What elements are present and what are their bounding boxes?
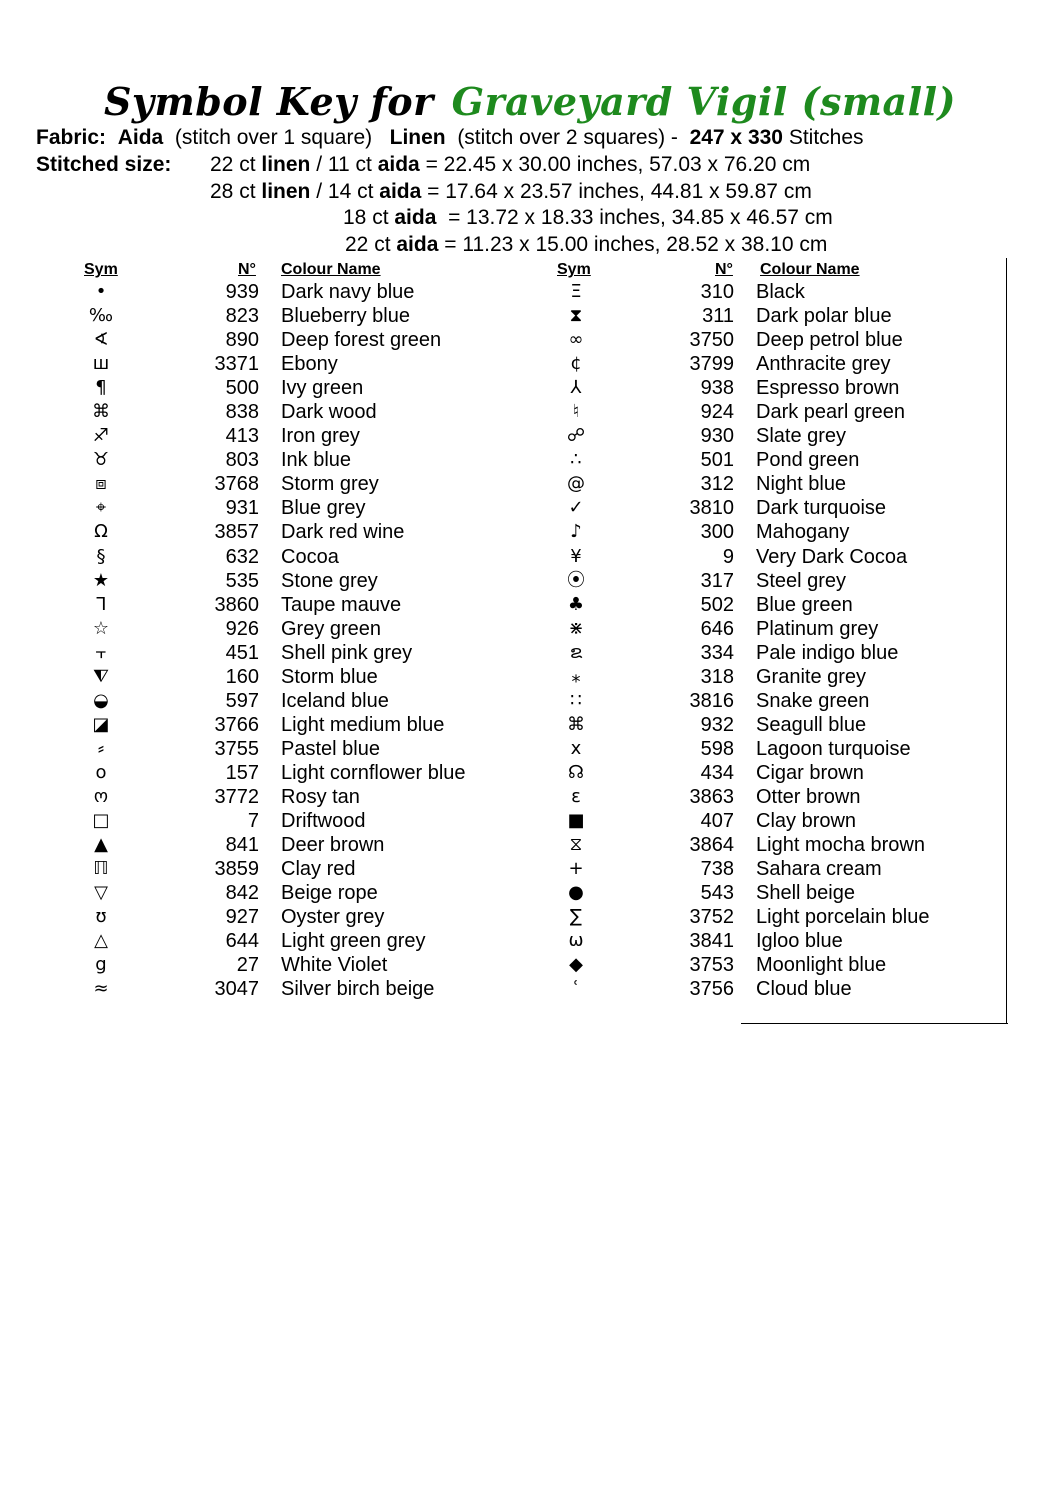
symbol-icon: o <box>95 761 107 783</box>
page-title <box>0 78 1060 126</box>
thread-number: 500 <box>225 377 259 400</box>
colour-name: Light cornflower blue <box>281 761 466 784</box>
colour-name: Steel grey <box>756 569 847 592</box>
thread-number: 310 <box>700 281 734 303</box>
colour-name: Clay red <box>281 858 356 881</box>
size-fabric: aida <box>396 233 439 256</box>
symbol-icon: Ξ <box>570 281 582 302</box>
thread-number: 3810 <box>689 497 734 520</box>
size-text: 22 ct <box>210 153 262 176</box>
symbol-icon: ω <box>568 930 584 952</box>
symbol-icon: ¶ <box>95 377 107 399</box>
symbol-icon: ⧖ <box>569 834 583 856</box>
thread-number: 3816 <box>689 689 734 712</box>
right-num-header: N° <box>715 261 733 278</box>
symbol-icon: ☆ <box>92 617 110 639</box>
colour-name: Pale indigo blue <box>756 641 899 664</box>
colour-name: Light medium blue <box>281 713 445 736</box>
symbol-icon: ♪ <box>570 521 582 543</box>
thread-number: 3864 <box>689 834 734 857</box>
thread-number: 598 <box>700 737 734 760</box>
colour-name: Dark red wine <box>281 521 405 544</box>
size-text: 22 ct <box>345 233 397 256</box>
size-line-2 <box>210 179 812 205</box>
thread-number: 3772 <box>214 785 259 808</box>
symbol-icon: ¢ <box>570 353 582 375</box>
colour-name: Pastel blue <box>281 737 380 760</box>
size-fabric: linen <box>261 180 311 203</box>
symbol-icon: ♮ <box>572 401 580 423</box>
symbol-icon: ☊ <box>568 761 584 783</box>
thread-number: 930 <box>700 425 734 448</box>
symbol-icon: ∑ <box>569 906 583 928</box>
size-dims: = 11.23 x 15.00 inches, 28.52 x 38.10 cm <box>438 233 828 256</box>
thread-number: 938 <box>700 377 734 400</box>
fabric-line <box>36 125 864 151</box>
thread-number: 927 <box>225 906 259 929</box>
colour-name: Deep petrol blue <box>756 329 903 352</box>
title-prefix: Symbol Key for <box>103 79 434 124</box>
stitch-count: 247 x 330 <box>689 126 783 149</box>
left-sym-header: Sym <box>84 261 118 278</box>
colour-name: Taupe mauve <box>281 593 402 616</box>
thread-number: 543 <box>700 882 734 905</box>
size-text: 28 ct <box>210 180 262 203</box>
right-sym-header: Sym <box>557 261 591 278</box>
symbol-icon: ✓ <box>568 497 584 519</box>
thread-number: 890 <box>225 329 259 352</box>
fabric-linen-note: (stitch over 2 squares) - <box>457 126 678 149</box>
symbol-icon: ⅄ <box>570 377 582 399</box>
symbol-icon: ℿ <box>93 858 109 880</box>
thread-number: 632 <box>225 545 259 568</box>
colour-name: Platinum grey <box>756 617 879 640</box>
colour-name: Deep forest green <box>281 329 442 352</box>
thread-number: 3047 <box>214 978 259 1001</box>
thread-number: 924 <box>700 401 734 424</box>
thread-number: 3753 <box>689 954 734 977</box>
colour-name: Shell pink grey <box>281 641 413 664</box>
symbol-icon: ⧨ <box>92 665 110 687</box>
symbol-icon: ⁎ <box>571 665 581 687</box>
thread-number: 644 <box>225 930 259 953</box>
thread-number: 841 <box>225 834 259 857</box>
symbol-icon: ★ <box>92 569 110 591</box>
thread-number: 3841 <box>689 930 734 953</box>
colour-name: Storm blue <box>281 665 378 688</box>
colour-name: Deer brown <box>281 834 385 857</box>
thread-number: 7 <box>247 810 259 833</box>
colour-name: Cigar brown <box>756 761 864 784</box>
thread-number: 3860 <box>214 593 259 616</box>
thread-number: 738 <box>700 858 734 881</box>
colour-name: Stone grey <box>281 569 378 592</box>
size-line-1 <box>210 152 810 178</box>
thread-number: 3768 <box>214 473 259 496</box>
size-line-3 <box>343 205 833 231</box>
thread-number: 842 <box>225 882 259 905</box>
left-num-header: N° <box>238 261 256 278</box>
thread-number: 3750 <box>689 329 734 352</box>
thread-number: 502 <box>700 593 734 616</box>
thread-number: 434 <box>700 761 734 784</box>
symbol-icon: ♉ <box>92 449 110 471</box>
colour-name: Silver birch beige <box>281 978 435 1001</box>
colour-name: Cloud blue <box>756 978 852 1001</box>
colour-name: Espresso brown <box>756 377 900 400</box>
symbol-icon: ⧗ <box>569 305 583 327</box>
symbol-icon: ᒣ <box>95 593 107 615</box>
colour-name: Dark turquoise <box>756 497 887 520</box>
colour-name: Blue grey <box>281 497 366 520</box>
fabric-label: Fabric: <box>36 126 107 149</box>
colour-name: Grey green <box>281 617 382 640</box>
fabric-aida-note: (stitch over 1 square) <box>174 126 373 149</box>
symbol-icon: ⧈ <box>95 473 107 495</box>
symbol-icon: ⌘ <box>92 401 110 423</box>
thread-number: 451 <box>225 641 259 664</box>
symbol-icon: ♣ <box>567 593 585 615</box>
colour-name: Light green grey <box>281 930 426 953</box>
size-text: / 11 ct <box>310 153 378 176</box>
symbol-icon: ◪ <box>92 713 110 735</box>
thread-number: 3752 <box>689 906 734 929</box>
symbol-icon: ◆ <box>569 954 583 976</box>
right-name-header: Colour Name <box>760 261 860 278</box>
symbol-icon: ⋇ <box>568 617 584 639</box>
thread-number: 3857 <box>214 521 259 544</box>
symbol-icon: + <box>568 858 584 880</box>
stitch-word: Stitches <box>788 126 864 149</box>
colour-name: Igloo blue <box>756 930 843 953</box>
symbol-icon: ∞ <box>568 329 584 351</box>
symbol-icon: ♐ <box>92 425 110 447</box>
symbol-icon: ш <box>92 353 110 375</box>
colour-name: Pond green <box>756 449 860 472</box>
colour-name: Dark pearl green <box>756 401 905 424</box>
thread-number: 597 <box>225 689 259 712</box>
symbol-icon: ☍ <box>566 425 586 447</box>
size-line-4 <box>345 232 827 258</box>
stitched-size-label: Stitched size: <box>36 153 172 176</box>
colour-name: Light porcelain blue <box>756 906 930 929</box>
symbol-icon: ʊ <box>95 906 107 928</box>
colour-name: Sahara cream <box>756 858 882 881</box>
symbol-icon: § <box>96 545 106 567</box>
thread-number: 160 <box>225 665 259 688</box>
thread-number: 3766 <box>214 713 259 736</box>
left-name-header: Colour Name <box>281 261 381 278</box>
thread-number: 300 <box>700 521 734 544</box>
thread-number: 939 <box>225 281 259 303</box>
thread-number: 3799 <box>689 353 734 376</box>
thread-number: 312 <box>700 473 734 496</box>
colour-name: Blueberry blue <box>281 305 410 328</box>
symbol-icon: ≈ <box>93 978 109 1000</box>
symbol-icon: ∢ <box>93 329 109 351</box>
colour-name: Storm grey <box>281 473 379 496</box>
symbol-icon: ⦿ <box>567 569 585 591</box>
symbol-icon: ■ <box>567 810 585 832</box>
colour-name: Slate grey <box>756 425 847 448</box>
symbol-icon: ▽ <box>94 882 108 904</box>
table-border-right <box>1006 258 1007 1024</box>
colour-name: Dark navy blue <box>281 281 415 303</box>
colour-name: Black <box>756 281 805 303</box>
colour-name: Moonlight blue <box>756 954 887 977</box>
colour-name: Dark polar blue <box>756 305 892 328</box>
symbol-icon: □ <box>92 810 110 832</box>
thread-number: 3371 <box>214 353 259 376</box>
colour-name: Snake green <box>756 689 870 712</box>
symbol-icon: ⌖ <box>95 497 107 519</box>
pattern-name: Graveyard Vigil (small) <box>451 79 957 124</box>
thread-number: 407 <box>700 810 734 833</box>
thread-number: 334 <box>700 641 734 664</box>
symbol-icon: ¥ <box>570 545 582 567</box>
thread-number: 501 <box>700 449 734 472</box>
thread-number: 3755 <box>214 737 259 760</box>
thread-number: 3859 <box>214 858 259 881</box>
colour-name: Ivy green <box>281 377 364 400</box>
symbol-icon: ʿ <box>573 978 579 1000</box>
thread-number: 803 <box>225 449 259 472</box>
colour-name: Iron grey <box>281 425 360 448</box>
symbol-icon: ◒ <box>93 689 109 711</box>
size-dims: = 13.72 x 18.33 inches, 34.85 x 46.57 cm <box>436 206 833 229</box>
colour-name: Granite grey <box>756 665 867 688</box>
colour-name: Blue green <box>756 593 853 616</box>
symbol-icon: ო <box>93 785 109 807</box>
symbol-icon: g <box>95 954 107 976</box>
thread-number: 27 <box>236 954 259 977</box>
colour-name: Iceland blue <box>281 689 389 712</box>
colour-name: Very Dark Cocoa <box>756 545 908 568</box>
colour-name: Shell beige <box>756 882 855 905</box>
symbol-icon: ∷ <box>570 689 582 711</box>
colour-name: Lagoon turquoise <box>756 737 911 760</box>
table-border-bottom <box>741 1023 1008 1024</box>
symbol-icon: ∴ <box>570 449 582 471</box>
thread-number: 926 <box>225 617 259 640</box>
symbol-icon: Ω <box>94 521 108 543</box>
thread-number: 535 <box>225 569 259 592</box>
size-text: 18 ct <box>343 206 395 229</box>
thread-number: 9 <box>722 545 734 568</box>
colour-name: Ink blue <box>281 449 352 472</box>
colour-name: Cocoa <box>281 545 339 568</box>
fabric-aida: Aida <box>117 126 164 149</box>
colour-name: Light mocha brown <box>756 834 925 857</box>
colour-name: Mahogany <box>756 521 850 544</box>
thread-number: 823 <box>225 305 259 328</box>
size-text: / 14 ct <box>310 180 380 203</box>
colour-name: Beige rope <box>281 882 378 905</box>
thread-number: 318 <box>700 665 734 688</box>
thread-number: 932 <box>700 713 734 736</box>
colour-name: Rosy tan <box>281 785 360 808</box>
symbol-icon: △ <box>94 930 108 952</box>
symbol-icon: ຂ <box>569 641 583 663</box>
thread-number: 3756 <box>689 978 734 1001</box>
thread-number: 931 <box>225 497 259 520</box>
colour-name: Dark wood <box>281 401 377 424</box>
thread-number: 413 <box>225 425 259 448</box>
colour-name: Oyster grey <box>281 906 385 929</box>
symbol-icon: ● <box>568 882 584 904</box>
symbol-icon: x <box>570 737 582 759</box>
symbol-icon: ɛ <box>571 785 581 807</box>
symbol-icon: ‰ <box>88 305 114 327</box>
symbol-icon: @ <box>567 473 585 495</box>
thread-number: 646 <box>700 617 734 640</box>
thread-number: 157 <box>225 761 259 784</box>
size-fabric: aida <box>394 206 437 229</box>
thread-number: 317 <box>700 569 734 592</box>
symbol-icon: ⫟ <box>95 641 107 663</box>
colour-name: Otter brown <box>756 785 861 808</box>
thread-number: 3863 <box>689 785 734 808</box>
size-fabric: aida <box>377 153 420 176</box>
thread-number: 311 <box>702 305 734 328</box>
size-dims: = 17.64 x 23.57 inches, 44.81 x 59.87 cm <box>421 180 812 203</box>
symbol-icon: ⸗ <box>98 737 104 759</box>
symbol-icon: ▲ <box>94 834 108 856</box>
size-fabric: linen <box>261 153 311 176</box>
colour-name: Driftwood <box>281 810 366 833</box>
colour-name: Ebony <box>281 353 338 376</box>
colour-name: Seagull blue <box>756 713 867 736</box>
colour-name: Clay brown <box>756 810 857 833</box>
thread-number: 838 <box>225 401 259 424</box>
colour-name: Night blue <box>756 473 847 496</box>
symbol-icon: ⌘ <box>567 713 585 735</box>
size-fabric: aida <box>379 180 422 203</box>
colour-name: White Violet <box>281 954 388 977</box>
size-dims: = 22.45 x 30.00 inches, 57.03 x 76.20 cm <box>419 153 811 176</box>
fabric-linen: Linen <box>389 126 446 149</box>
symbol-icon: • <box>95 281 107 302</box>
colour-name: Anthracite grey <box>756 353 891 376</box>
